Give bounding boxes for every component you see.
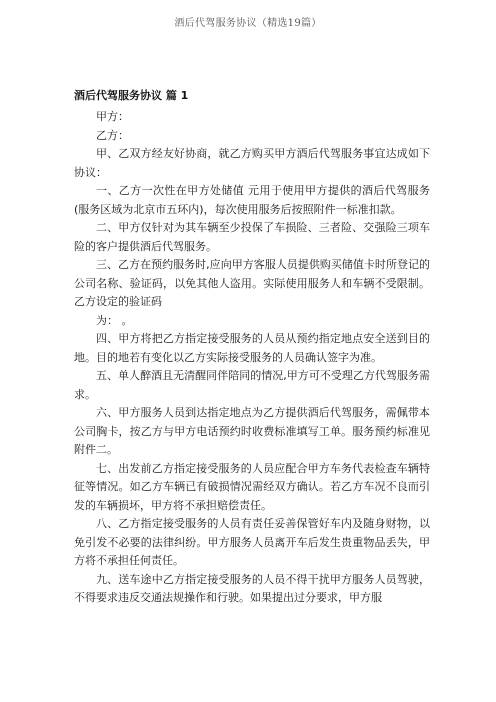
clause-3: 三、乙方在预约服务时,应向甲方客服人员提供购买储值卡时所登记的公司名称、验证码，以免其他人盗用。实际使用服务人和车辆不受限制。乙方设定的验证码 xyxy=(74,258,430,308)
clause-4: 四、甲方将把乙方指定接受服务的人员从预约指定地点安全送到目的地。目的地若有变化以乙方实际接受服务的人员确认签字为准。 xyxy=(74,332,430,364)
clause-5: 五、单人醉酒且无清醒同伴陪同的情况,甲方可不受理乙方代驾服务需求。 xyxy=(74,369,430,401)
clause-8: 八、乙方指定接受服务的人员有责任妥善保管好车内及随身财物，以免引发不必要的法律纠纷。甲方服务人员离开车后发生贵重物品丢失，甲方将不承担任何责任。 xyxy=(74,517,430,567)
running-header: 酒后代驾服务协议（精选19篇） xyxy=(174,18,322,29)
clause-6: 六、甲方服务人员到达指定地点为乙方提供酒后代驾服务，需佩带本公司胸卡，按乙方与甲方电话预约时收费标准填写工单。服务预约标准见附件二。 xyxy=(74,406,430,456)
document-title: 酒后代驾服务协议 篇 1 xyxy=(74,89,189,102)
clause-2: 二、甲方仅针对为其车辆至少投保了车损险、三者险、交强险三项车险的客户提供酒后代驾服务。 xyxy=(74,221,430,253)
clause-9: 九、送车途中乙方指定接受服务的人员不得干扰甲方服务人员驾驶，不得要求违反交通法规操作和行驶。如果提出过分要求，甲方服 xyxy=(74,572,430,604)
clause-1: 一、乙方一次性在甲方处储值 元用于使用甲方提供的酒后代驾服务(服务区域为北京市五环内)，每次使用服务后按照附件一标准扣款。 xyxy=(74,184,430,216)
preamble-paragraph: 甲、乙双方经友好协商，就乙方购买甲方酒后代驾服务事宜达成如下协议： xyxy=(74,147,430,179)
party-b-line: 乙方： xyxy=(96,128,129,142)
verification-code-line: 为： 。 xyxy=(96,313,133,327)
party-a-line: 甲方： xyxy=(96,110,129,123)
clause-7: 七、出发前乙方指定接受服务的人员应配合甲方车务代表检查车辆特征等情况。如乙方车辆已有破损情况需经双方确认。若乙方车况不良而引发的车辆损坏，甲方将不承担赔偿责任。 xyxy=(74,461,430,512)
document-body xyxy=(74,87,430,608)
